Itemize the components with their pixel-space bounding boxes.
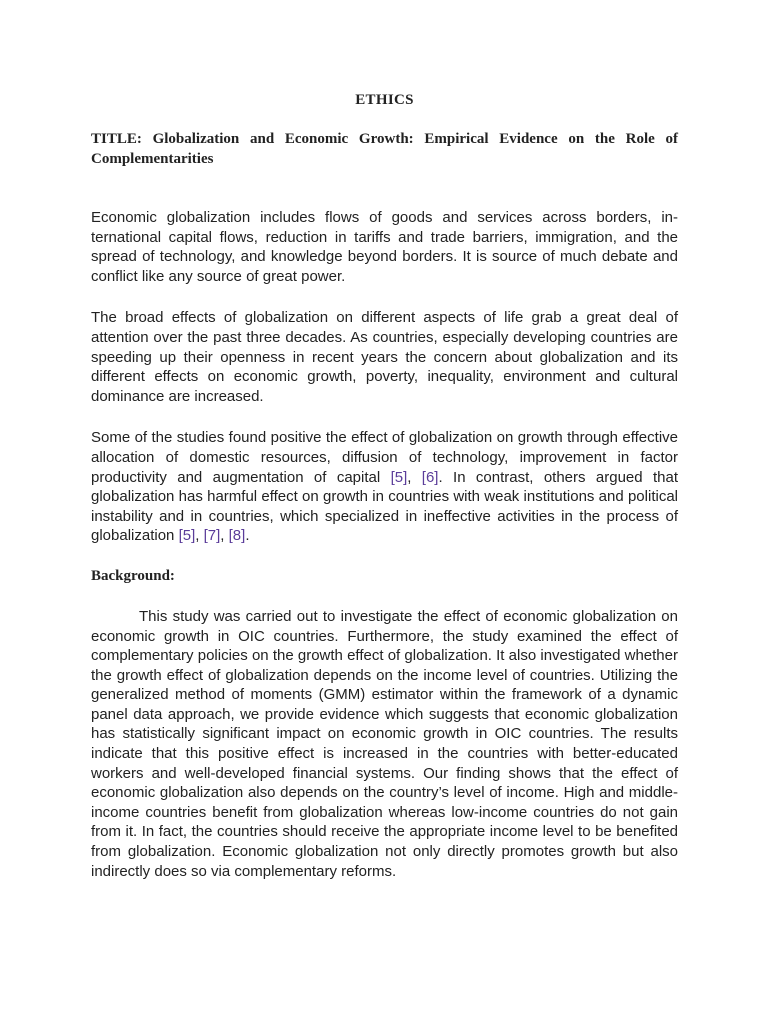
citation-link-8[interactable]: [8]: [228, 527, 246, 545]
citation-link-7[interactable]: [7]: [203, 527, 221, 545]
paragraph-3-text-1: Some of the studies found positive the effect of globalization on growth through effective allocation of domestic resources, diffusion of technology, improvement in factor productivity and augmentation of capital: [91, 429, 678, 486]
citation-separator: ,: [195, 527, 204, 545]
paragraph-3: [91, 428, 678, 546]
citation-link-6[interactable]: [6]: [421, 468, 439, 486]
paragraph-3-text-3: .: [245, 527, 250, 545]
background-heading: Background:: [91, 567, 175, 584]
document-heading: ETHICS: [355, 92, 414, 108]
background-paragraph: This study was carried out to investigate the effect of economic globalization on economic growth in OIC countries. Furthermore, the study examined the effect of complementary policies on the growth effect of globalization. It also investigated whether the growth effect of globalization depends on the income level of countries. Utilizing the generalized method of moments (GMM) estimator within the framework of a dynamic panel data approach, we provide evidence which suggests that economic globalization has statistically significant impact on economic growth in OIC countries. The results indicate that this positive effect is increased in the countries with better-educated workers and well-developed financial systems. Our finding shows that the effect of economic globalization also depends on the country’s level of income. High and middle-income countries benefit from globalization whereas low-income countries do not gain from it. In fact, the countries should receive the appropriate income level to be benefited from globalization. Economic globalization not only directly promotes growth but also indirectly does so via complementary reforms.: [91, 607, 678, 880]
document-title: TITLE: Globalization and Economic Growth: Empirical Evidence on the Role of Complementarities: [91, 131, 678, 167]
paragraph-1: Economic globalization includes flows of goods and services across borders, international capital flows, reduction in tariffs and trade barriers, immigration, and the spread of technology, and knowledge beyond borders. It is source of much debate and conflict like any source of great power.: [91, 209, 678, 285]
citation-link-5b[interactable]: [5]: [178, 527, 196, 545]
citation-link-5a[interactable]: [5]: [390, 468, 408, 486]
citation-separator: ,: [407, 468, 422, 486]
paragraph-3-text-2: . In contrast, others argued that globalization has harmful effect on growth in countries with weak institutions and political instability and in countries, which specialized in ineffective activities in the process of globalization: [91, 468, 678, 545]
citation-separator: ,: [220, 527, 229, 545]
paragraph-2: The broad effects of globalization on different aspects of life grab a great deal of attention over the past three decades. As countries, especially developing countries are speeding up their openness in recent years the concern about globalization and its different effects on economic growth, poverty, inequality, environment and cultural dominance are increased.: [91, 309, 678, 405]
